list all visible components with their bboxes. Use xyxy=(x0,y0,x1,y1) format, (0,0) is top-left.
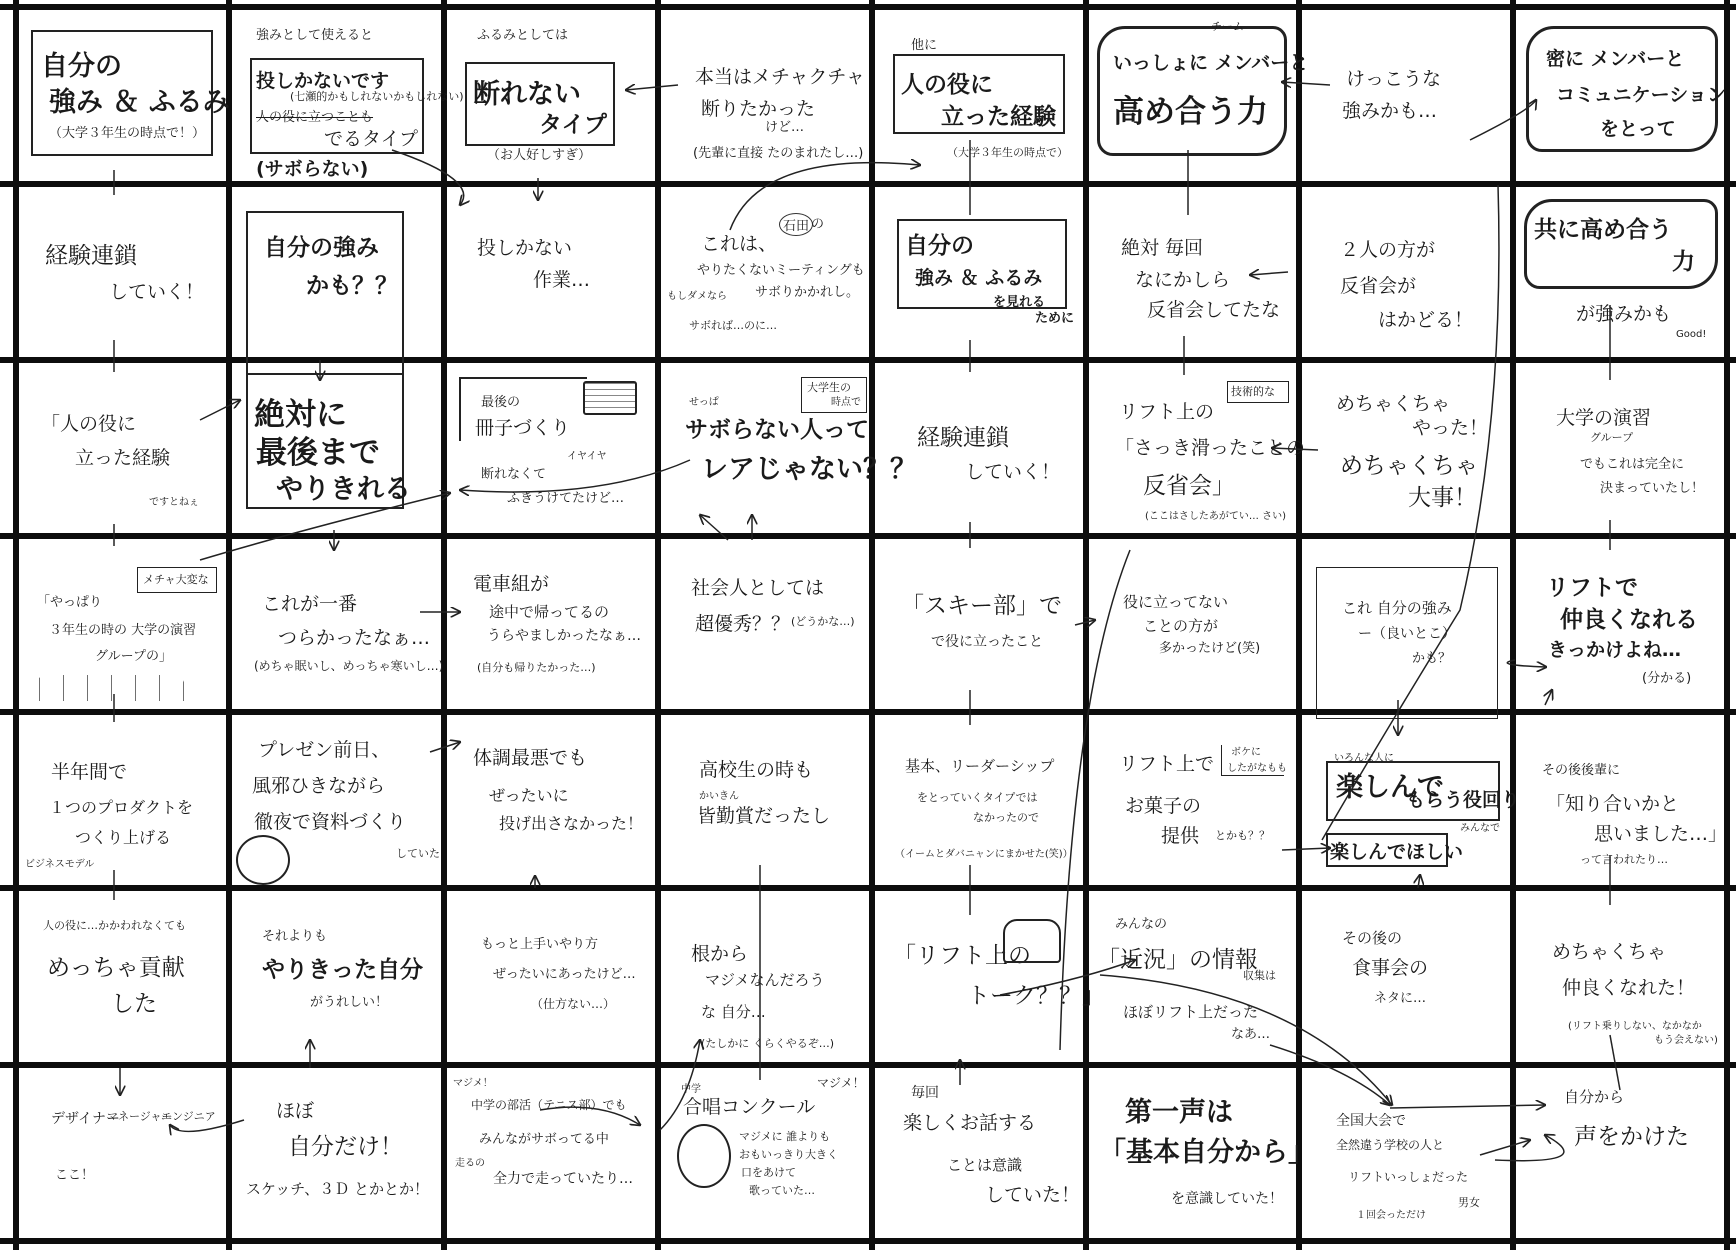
cell-text: がうれしい！ xyxy=(310,995,389,1010)
cell-text: 全然違う学校の人と xyxy=(1336,1138,1445,1152)
cell-text: （大学３年生の時点で） xyxy=(947,146,1068,159)
cell-text: やりきった自分 xyxy=(262,957,423,983)
cell-text: 「知り合いかと xyxy=(1546,793,1680,815)
cell-text: (分かる) xyxy=(1642,671,1692,686)
cell-text: 決まっていたし！ xyxy=(1600,481,1705,496)
cell-r6c2 xyxy=(232,891,441,1062)
cell-text: エンジニア xyxy=(161,1110,216,1123)
cell-text: 「さっき滑ったことの xyxy=(1115,437,1306,459)
cell-text: 風邪ひきながら xyxy=(252,775,386,797)
cell-text: その後の xyxy=(1342,929,1403,947)
cell-text: 「人の役に xyxy=(41,413,137,435)
cell-text: (どうかな…) xyxy=(791,615,855,628)
cell-text: 第一声は xyxy=(1125,1097,1233,1128)
cell-text: 投げ出さなかった！ xyxy=(499,814,644,833)
cell-text: リフトで xyxy=(1546,575,1638,601)
cell-r4c5 xyxy=(875,539,1083,709)
cell-text: 「やっぱり xyxy=(37,595,103,610)
cell-r2c6 xyxy=(1089,187,1296,357)
cell-r5c5 xyxy=(875,715,1083,885)
cell-r4c2 xyxy=(232,539,444,709)
cell-text: チーム xyxy=(1211,20,1244,33)
cell-text: 絶対に xyxy=(254,397,347,433)
cell-text: ふるみとしては xyxy=(477,28,569,43)
cell-text: ネタに… xyxy=(1374,991,1427,1006)
cell-text: 絶対 毎回 xyxy=(1121,237,1204,259)
cell-text: (サボらない) xyxy=(256,158,369,180)
cell-text: 皆勤賞だったし xyxy=(697,805,831,827)
cell-text: みんなの xyxy=(1115,917,1168,932)
cell-r7c8 xyxy=(1516,1068,1724,1238)
cell-text: 大学生の xyxy=(807,381,851,394)
cell-text: トーク？？」 xyxy=(967,983,1105,1009)
cell-text: 断れなくて xyxy=(481,467,547,482)
cell-text: 毎回 xyxy=(911,1085,939,1101)
cell-r7c3 xyxy=(447,1068,655,1238)
cell-text: を意識していた！ xyxy=(1171,1191,1283,1207)
cell-r2c8 xyxy=(1516,187,1724,357)
cell-text: これは、 xyxy=(701,233,778,255)
cell-text: もらう役回り xyxy=(1406,789,1521,811)
cell-text: タイプ xyxy=(539,112,607,138)
cell-r4c7 xyxy=(1302,539,1510,709)
cell-r5c2 xyxy=(232,715,441,885)
cell-text: サボれば…のに… xyxy=(689,319,777,332)
cell-text: 電車組が xyxy=(473,573,550,595)
cell-text: ２人の方が xyxy=(1340,239,1436,261)
cell-r2c2 xyxy=(232,187,441,357)
cell-text: 歌っていた… xyxy=(749,1184,815,1197)
cell-text: 全力で走っていたり… xyxy=(493,1171,633,1187)
cell-text: ふきうけてたけど… xyxy=(507,491,625,506)
cell-text: 半年間で xyxy=(51,761,128,783)
cell-r6c3 xyxy=(447,891,655,1062)
cell-text: 立った経験 xyxy=(75,447,171,469)
cell-r3c5 xyxy=(875,363,1083,533)
cell-text: コミュニケーション xyxy=(1556,84,1726,106)
grid-line-v8 xyxy=(1724,0,1730,1250)
cell-text: 社会人としては xyxy=(691,577,825,599)
cell-r1c4 xyxy=(661,10,869,181)
cell-text: 自分から xyxy=(1564,1088,1625,1106)
cell-text: めっちゃ貢献 xyxy=(47,955,185,981)
cell-r3c6 xyxy=(1089,363,1306,533)
cell-text: ことの方が xyxy=(1143,617,1219,635)
cell-text: かいきん xyxy=(699,791,739,802)
cell-text: 楽しくお話する xyxy=(903,1112,1037,1134)
sick-person-icon xyxy=(236,835,290,885)
cell-text: していく！ xyxy=(109,281,205,303)
cell-text: 密に メンバーと xyxy=(1546,48,1685,70)
cell-text: 仲良くなれる xyxy=(1560,607,1698,633)
cell-r3c7 xyxy=(1302,363,1510,533)
cell-r7c6 xyxy=(1089,1068,1315,1238)
cell-text: ビジネスモデル xyxy=(25,859,95,870)
cell-text: (ここはさしたあがてい… さい) xyxy=(1145,511,1286,522)
cell-text: をとって xyxy=(1600,118,1676,140)
cell-text: もう会えない) xyxy=(1654,1035,1718,1046)
cell-r1c2 xyxy=(232,10,464,181)
people-icon xyxy=(1003,919,1061,963)
cell-text: みんなで xyxy=(1460,823,1500,834)
cell-text: 「近況」の情報 xyxy=(1097,947,1258,973)
cell-text: お菓子の xyxy=(1125,795,1202,817)
cell-r2c7 xyxy=(1302,187,1510,357)
cell-text: ぜったいにあったけど… xyxy=(493,967,636,982)
cell-text: ボケに xyxy=(1231,747,1261,758)
grid-line-h7 xyxy=(0,1238,1736,1244)
cell-r3c4 xyxy=(661,363,917,533)
cell-text: 石田 xyxy=(779,213,813,236)
cell-text: 全国大会で xyxy=(1336,1113,1406,1129)
cell-text: でもこれは完全に xyxy=(1580,457,1685,472)
cell-text: な 自分… xyxy=(701,1003,766,1021)
cell-text: マジメ！ xyxy=(453,1078,493,1089)
cell-text: をとっていくタイプでは xyxy=(917,791,1038,804)
cell-text: なにかしら xyxy=(1135,269,1231,291)
cell-text: (先輩に直接 たのまれたし…) xyxy=(693,146,864,161)
cell-r2c4 xyxy=(661,187,869,357)
cell-text: （イームとダバニャンにまかせた(笑)） xyxy=(895,849,1073,860)
cell-text: で役に立ったこと xyxy=(931,634,1043,650)
cell-text: 冊子づくり xyxy=(475,417,571,439)
cell-text: 反省会してたな xyxy=(1147,299,1281,321)
cell-text: めちゃくちゃ xyxy=(1552,941,1667,963)
cell-r6c4 xyxy=(661,891,869,1062)
cell-text: 男女 xyxy=(1458,1196,1480,1209)
cell-text: とかも？？ xyxy=(1215,829,1270,842)
cell-text: ために xyxy=(1035,311,1075,326)
cell-text: 中学 xyxy=(681,1084,701,1095)
cell-text: リフト上で xyxy=(1119,753,1215,775)
cell-text: 基本、リーダーシップ xyxy=(905,757,1055,775)
singing-face-icon xyxy=(677,1124,731,1188)
cell-r2c1 xyxy=(19,187,226,357)
cell-text: 楽しんでほしい xyxy=(1330,841,1464,863)
cell-text: ほぼリフト上だった xyxy=(1123,1003,1259,1021)
cell-text: マネージャー xyxy=(107,1110,173,1123)
cell-r7c7 xyxy=(1302,1068,1510,1238)
cell-text: グループの」 xyxy=(95,649,172,664)
cell-text: （仕方ない…） xyxy=(531,997,616,1011)
cell-r6c6 xyxy=(1089,891,1296,1062)
cell-text: 自分の強み xyxy=(264,235,379,261)
cell-text: 中学の部活（テニス部）でも xyxy=(471,1098,627,1112)
cell-r7c1 xyxy=(19,1068,226,1238)
cell-r1c1 xyxy=(19,10,230,181)
cell-r3c2 xyxy=(232,363,441,533)
cell-text: スケッチ、３Ｄ とかとか！ xyxy=(246,1180,429,1198)
cell-text: 力 xyxy=(1672,249,1695,275)
cell-text: おもいっきり大きく xyxy=(739,1148,838,1161)
cell-text: 立った経験 xyxy=(941,104,1056,130)
cell-text: ですとねぇ xyxy=(149,497,199,508)
cell-text: 最後の xyxy=(481,395,521,410)
cell-text: 根から xyxy=(691,943,749,965)
cell-r5c1 xyxy=(19,715,226,885)
cell-text: 「スキー部」で xyxy=(901,593,1062,619)
cell-text: （大学３年生の時点で！） xyxy=(49,126,206,141)
cell-text: でるタイプ xyxy=(324,128,419,150)
cell-text: 超優秀？？ xyxy=(695,613,791,635)
cell-r7c2 xyxy=(232,1068,441,1238)
cell-text: レアじゃない？？ xyxy=(701,454,917,485)
cell-text: 走るの xyxy=(455,1158,485,1169)
cell-r6c8 xyxy=(1516,891,1724,1062)
cell-text: 口をあけて xyxy=(741,1166,796,1179)
cell-text: (七瀬的かもしれないかもしれない) xyxy=(290,90,464,103)
cell-text: ほぼ xyxy=(276,1100,315,1122)
cell-text: 収集は xyxy=(1243,969,1276,982)
cell-text: 合唱コンクール xyxy=(683,1096,816,1118)
cell-text: プレゼン前日、 xyxy=(258,739,391,761)
cell-text: 他に xyxy=(911,38,938,53)
cell-r5c8 xyxy=(1516,715,1728,885)
cell-text: ３年生の時の 大学の演習 xyxy=(49,623,197,638)
cell-r3c8 xyxy=(1516,363,1724,533)
cell-text: 強みとして使えると xyxy=(256,28,374,43)
cell-text: 仲良くなれた！ xyxy=(1562,977,1696,999)
cell-text: もっと上手いやり方 xyxy=(481,937,599,952)
cell-text: 途中で帰ってるの xyxy=(489,603,610,621)
cell-text: １回会っただけ xyxy=(1356,1210,1426,1221)
cell-r1c5 xyxy=(875,10,1083,181)
cell-r5c4 xyxy=(661,715,869,885)
cell-text: メチャ大変な xyxy=(143,573,209,586)
cell-r4c6 xyxy=(1089,539,1296,709)
cell-text: していた xyxy=(396,847,440,860)
cell-text: その後後輩に xyxy=(1542,763,1621,778)
cell-r4c4 xyxy=(661,539,869,709)
book-icon xyxy=(583,381,637,415)
cell-r4c1 xyxy=(19,539,226,709)
cell-text: 高め合う力 xyxy=(1113,94,1268,130)
cell-text: 徹夜で資料づくり xyxy=(254,811,407,833)
cell-text: したがなもも xyxy=(1227,763,1287,774)
cell-text: かも？？ xyxy=(306,273,398,299)
cell-text: 人の役に xyxy=(901,72,993,98)
cell-text: デザイナー xyxy=(51,1111,121,1127)
people-icon xyxy=(35,675,185,701)
cell-text: 技術的な xyxy=(1231,385,1275,398)
cell-text: 投しかないです xyxy=(256,70,390,92)
cell-text: めちゃくちゃ xyxy=(1336,393,1451,415)
cell-r2c5 xyxy=(875,187,1083,357)
cell-text: はかどる！ xyxy=(1378,309,1474,331)
cell-text: １つのプロダクトを xyxy=(49,798,194,817)
cell-text: (自分も帰りたかった…) xyxy=(477,661,596,674)
cell-r1c6 xyxy=(1089,10,1309,181)
cell-text: つらかったなぁ… xyxy=(278,627,431,649)
cell-text: やりたくないミーティングも xyxy=(697,263,865,278)
cell-text: 大学の演習 xyxy=(1556,407,1652,429)
cell-text: 大事！ xyxy=(1408,485,1477,511)
cell-r2c3 xyxy=(447,187,655,357)
cell-text: グループ xyxy=(1590,431,1634,444)
cell-text: (リフト乗りしない、なかなか xyxy=(1568,1021,1702,1032)
cell-text: きっかけよね… xyxy=(1548,639,1682,661)
cell-text: の xyxy=(811,217,825,232)
cell-r1c3 xyxy=(447,10,655,181)
cell-text: 反省会」 xyxy=(1143,473,1235,499)
cell-text: 本当はメチャクチャ xyxy=(695,66,865,88)
cell-r3c3 xyxy=(447,363,655,533)
cell-text: リフトいっしょだった xyxy=(1348,1170,1469,1184)
cell-text: うらやましかったなぁ… xyxy=(487,628,641,644)
cell-text: (たしかに くらくやるぞ…) xyxy=(701,1037,835,1050)
cell-text: していた！ xyxy=(985,1184,1081,1206)
cell-text: みんながサボってる中 xyxy=(479,1132,609,1147)
cell-text: 投しかない xyxy=(477,237,573,259)
cell-text: イヤイヤ xyxy=(567,451,607,462)
cell-r1c7 xyxy=(1302,10,1510,181)
cell-r7c5 xyxy=(875,1068,1083,1238)
cell-text: 声をかけた xyxy=(1574,1124,1689,1150)
cell-text: 人の役に立つことも xyxy=(256,110,374,125)
cell-r5c7 xyxy=(1302,715,1521,885)
cell-text: が強みかも xyxy=(1576,303,1672,325)
cell-text: けっこうな xyxy=(1346,68,1442,90)
cell-r5c3 xyxy=(447,715,655,885)
cell-r6c7 xyxy=(1302,891,1510,1062)
cell-r6c1 xyxy=(19,891,226,1062)
cell-r4c8 xyxy=(1516,539,1724,709)
cell-text: つくり上げる xyxy=(75,828,172,847)
cell-text: 強みかも… xyxy=(1342,100,1438,122)
cell-text: 経験連鎖 xyxy=(917,425,1009,451)
cell-text: 「リフト上の xyxy=(893,943,1031,969)
cell-text: けど… xyxy=(765,120,805,135)
cell-text: 強み ＆ ふるみ xyxy=(915,267,1043,289)
cell-text: 楽しんで xyxy=(1336,772,1444,803)
cell-text: 提供 xyxy=(1161,825,1200,847)
cell-text: それよりも xyxy=(262,929,328,944)
cell-text: リフト上の xyxy=(1119,401,1215,423)
cell-text: 人の役に…かかわれなくても xyxy=(43,919,186,932)
cell-text: 断りたかった xyxy=(701,98,816,120)
cell-text: 体調最悪でも xyxy=(473,747,588,769)
cell-text: サボらない人って xyxy=(685,417,869,443)
cell-text: 思いました…」 xyxy=(1594,823,1728,845)
cell-text: ことは意識 xyxy=(947,1156,1023,1174)
cell-text: 「基本自分から」 xyxy=(1099,1137,1315,1168)
cell-text: 経験連鎖 xyxy=(45,243,137,269)
cell-text: やった！ xyxy=(1412,417,1489,439)
cell-text: せっぱ xyxy=(689,397,719,408)
cell-text: なあ… xyxy=(1231,1027,1271,1042)
cell-text: ぜったいに xyxy=(489,786,569,805)
cell-text: 高校生の時も xyxy=(699,759,814,781)
cell-text: いろんな人に xyxy=(1334,753,1394,764)
cell-text: 反省会が xyxy=(1340,275,1417,297)
panel-frame xyxy=(1316,567,1498,719)
cell-text: マジメなんだろう xyxy=(705,971,825,989)
cell-text: って言われたり… xyxy=(1580,853,1668,866)
cell-text: ー（良いとこ） xyxy=(1358,626,1456,642)
cell-text: 食事会の xyxy=(1352,957,1429,979)
cell-text: マジメ！ xyxy=(817,1076,865,1090)
cell-text: 多かったけど(笑) xyxy=(1159,641,1261,656)
cell-text: これ 自分の強み xyxy=(1342,599,1452,617)
cell-text: していく！ xyxy=(965,461,1061,483)
cell-text: なかったので xyxy=(973,811,1039,824)
cell-text: これが一番 xyxy=(262,593,358,615)
cell-text: かも？ xyxy=(1412,651,1452,666)
cell-text: 強み ＆ ふるみ xyxy=(49,87,230,118)
cell-text: 自分の xyxy=(41,51,122,82)
cell-r5c6 xyxy=(1089,715,1296,885)
cell-text: （お人好しすぎ） xyxy=(487,148,592,163)
cell-r6c5 xyxy=(875,891,1105,1062)
cell-text: ここ！ xyxy=(55,1168,95,1183)
cell-text: マジメに 誰よりも xyxy=(739,1130,831,1143)
cell-text: 共に高め合う xyxy=(1534,217,1672,243)
cell-text: 役に立ってない xyxy=(1123,593,1229,611)
cell-r3c1 xyxy=(19,363,226,533)
cell-text: Good! xyxy=(1676,329,1707,340)
cell-text: を見れる xyxy=(993,295,1046,310)
cell-r7c4 xyxy=(661,1068,869,1238)
cell-text: 時点で xyxy=(831,397,861,408)
cell-text: サボりかかれし。 xyxy=(755,285,860,300)
cell-text: もしダメなら xyxy=(667,291,727,302)
cell-text: 自分だけ！ xyxy=(288,1134,403,1160)
cell-text: 自分の xyxy=(905,233,974,259)
cell-text: いっしょに メンバーと xyxy=(1113,52,1309,74)
cell-text: やりきれる xyxy=(276,474,411,505)
cell-r4c3 xyxy=(447,539,655,709)
cell-text: した xyxy=(111,991,157,1017)
cell-text: 最後まで xyxy=(256,435,380,471)
cell-r1c8 xyxy=(1516,10,1724,181)
cell-text: めちゃくちゃ xyxy=(1340,453,1478,479)
cell-text: 断れない xyxy=(473,79,581,110)
cell-text: 作業… xyxy=(533,269,591,291)
cell-text: (めちゃ眠いし、めっちゃ寒いし…) xyxy=(254,659,444,673)
